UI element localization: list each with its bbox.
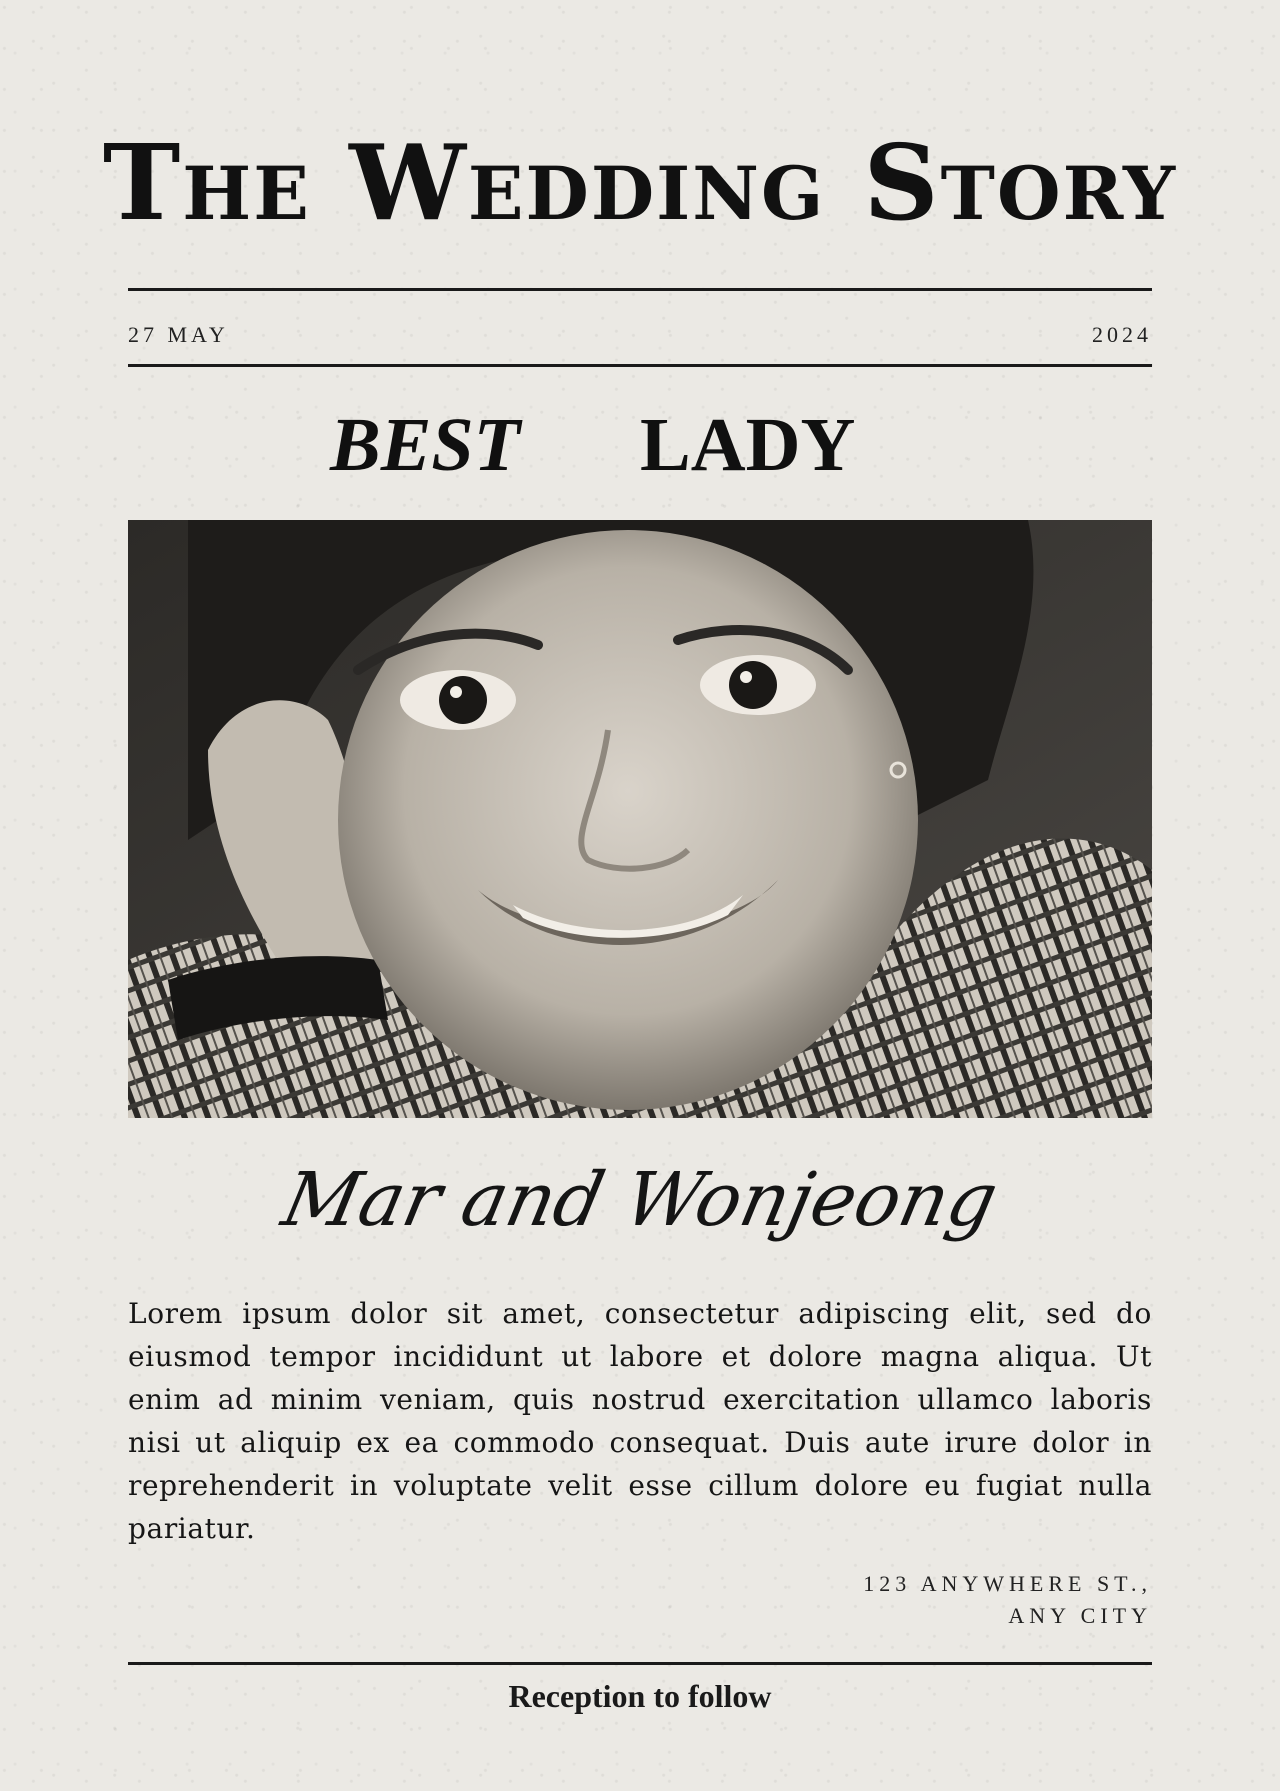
address-line-1: 123 ANYWHERE ST., xyxy=(863,1571,1152,1596)
headline-lady: LADY xyxy=(640,403,856,487)
body-paragraph: Lorem ipsum dolor sit amet, consectetur adipiscing elit, sed do eiusmod tempor incididunt ut labore et dolore magna aliqua. Ut enim ad minim veniam, quis nostrud exercitation ullamco laboris nisi ut aliquip ex ea commodo consequat. Duis aute irure dolor in reprehenderit in voluptate velit esse cillum dolore eu fugiat nulla pariatur. xyxy=(128,1297,1152,1545)
footer-divider xyxy=(128,1662,1152,1665)
couple-signature: Mar and Wonjeong xyxy=(275,1157,1005,1243)
issue-year: 2024 xyxy=(1092,322,1152,347)
address-line-2: ANY CITY xyxy=(1008,1603,1152,1628)
issue-date: 27 MAY xyxy=(128,322,229,347)
date-divider xyxy=(128,364,1152,367)
headline-best: BEST xyxy=(330,403,521,487)
reception-note: Reception to follow xyxy=(508,1678,772,1714)
address-block xyxy=(863,1568,1152,1632)
portrait-illustration xyxy=(128,520,1152,1118)
masthead-title: The Wedding Story xyxy=(102,121,1178,244)
portrait-photo xyxy=(128,520,1152,1118)
top-divider xyxy=(128,288,1152,291)
